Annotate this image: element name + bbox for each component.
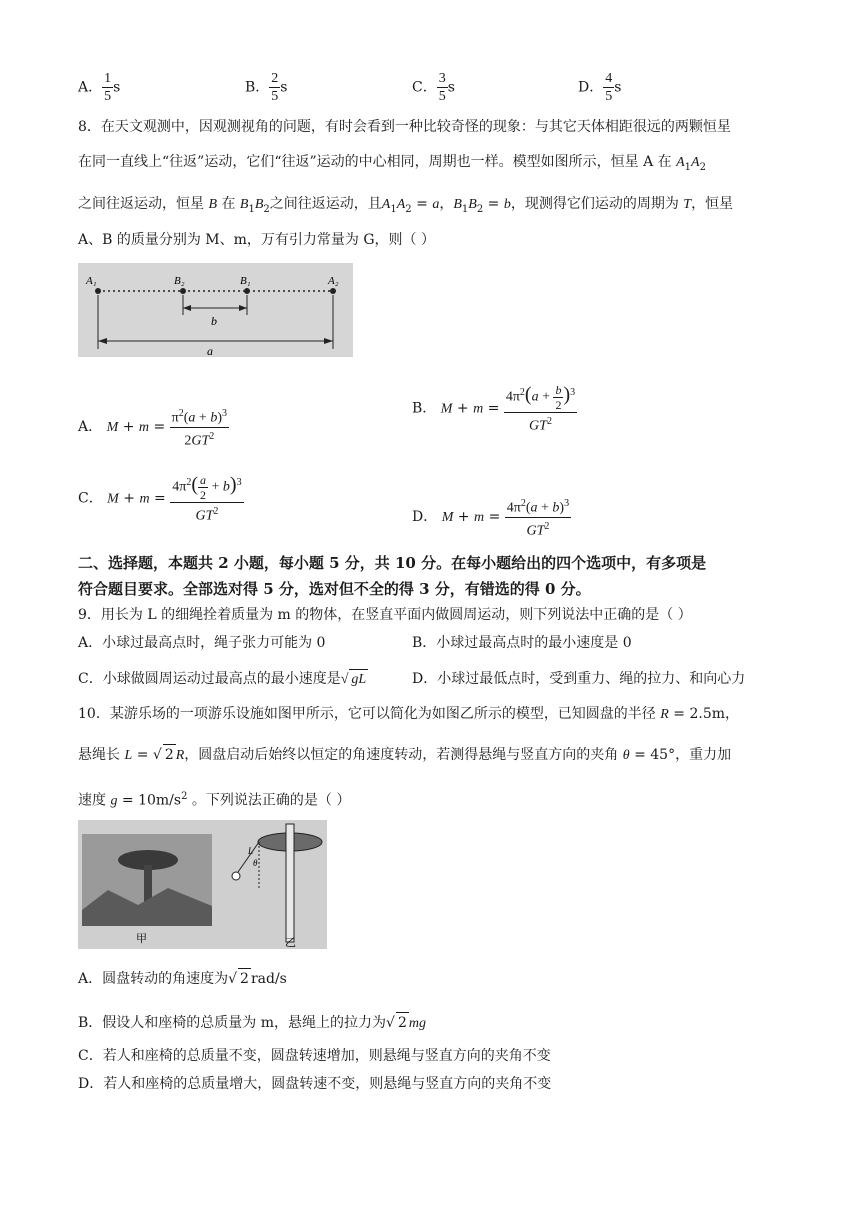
svg-text:L: L	[248, 846, 254, 856]
q8-line4: A、B 的质量分别为 M、m，万有引力常量为 G，则（ ）	[78, 232, 435, 248]
q8-option-d: D． M + m = $\frac{4\pi^2(a + b)^3}{GT^2}$	[412, 495, 571, 539]
q9-option-b: B．小球过最高点时的最小速度是 0	[412, 635, 632, 651]
q8-line3: 之间往返运动，恒星 B 在 $B_1B_2$之间往返运动，且$A_1A_2 = a$，$B_1B_2 = b$，现测得它们运动的周期为 T，恒星	[78, 196, 734, 215]
q8-option-c: C． M + m = $4\pi^2$( $\frac{a}{2}$ + b)$^3$ $GT^2$	[78, 472, 242, 524]
label-b1: B₁	[240, 275, 251, 287]
fig-label-jia: 甲	[136, 932, 147, 945]
amusement-ride-diagram	[78, 820, 327, 949]
q10-figure	[78, 820, 327, 949]
q8-figure	[78, 263, 353, 357]
q8-line1: 8．在天文观测中，因观测视角的问题，有时会看到一种比较奇怪的现象：与其它天体相距很远的两颗恒星	[78, 119, 731, 135]
q9-option-d: D．小球过最低点时，受到重力、绳的拉力、和向心力	[412, 671, 746, 687]
label-a: a	[207, 344, 213, 357]
label-a1: A₁	[86, 275, 97, 287]
q9-option-c: C．小球做圆周运动过最高点的最小速度是√ gL	[78, 669, 368, 690]
label-b: b	[211, 314, 217, 328]
label-b2: B₂	[174, 275, 185, 287]
q8-option-a: A． M + m = $\frac{\pi^2(a + b)^3}{2GT^2}$	[78, 405, 229, 449]
fig-label-yi: 乙	[285, 936, 296, 949]
q9-stem: 9．用长为 L 的细绳拴着质量为 m 的物体，在竖直平面内做圆周运动，则下列说法中正确的是（ ）	[78, 607, 692, 623]
q10-line3: 速度 $g = 10m/s^2$ 。下列说法正确的是（ ）	[78, 791, 351, 809]
q10-option-b: B．假设人和座椅的总质量为 m，悬绳上的拉力为√ 2 mg	[78, 1012, 426, 1034]
label-a2: A₂	[328, 275, 339, 287]
section2-line1: 二、选择题，本题共 2 小题，每小题 5 分，共 10 分。在每小题给出的四个选项中，有多项是	[78, 554, 707, 572]
q7-option-b: B． $\frac{2}{5}$ s	[245, 71, 288, 104]
svg-text:θ: θ	[253, 858, 258, 868]
q10-line2: 悬绳长 L = √ 2 R，圆盘启动后始终以恒定的角速度转动，若测得悬绳与竖直方向的夹角 θ = 45°，重力加	[78, 744, 731, 766]
q10-option-c: C．若人和座椅的总质量不变，圆盘转速增加，则悬绳与竖直方向的夹角不变	[78, 1048, 551, 1064]
q7-option-d: D． $\frac{4}{5}$ s	[578, 71, 622, 104]
section2-line2: 符合题目要求。全部选对得 5 分，选对但不全的得 3 分，有错选的得 0 分。	[78, 580, 591, 598]
q7-option-a: A． $\frac{1}{5}$ s	[78, 71, 121, 104]
q10-line1: 10．某游乐场的一项游乐设施如图甲所示，它可以简化为如图乙所示的模型，已知圆盘的半径 R = 2.5m，	[78, 706, 739, 722]
q8-option-b: B． M + m = $4\pi^2(a$ + $\frac{b}{2}$ )$^3$ $GT^2$	[412, 382, 576, 434]
q7-option-c: C． $\frac{3}{5}$ s	[412, 71, 455, 104]
q9-option-a: A．小球过最高点时，绳子张力可能为 0	[78, 635, 326, 651]
star-line-diagram	[78, 263, 353, 357]
q10-option-d: D．若人和座椅的总质量增大，圆盘转速不变，则悬绳与竖直方向的夹角不变	[78, 1076, 552, 1092]
q8-line2: 在同一直线上“往返”运动，它们“往返”运动的中心相同，周期也一样。模型如图所示，恒星 A 在 $A_1A_2$	[78, 154, 706, 173]
q10-option-a: A．圆盘转动的角速度为√ 2 rad/s	[78, 968, 287, 989]
